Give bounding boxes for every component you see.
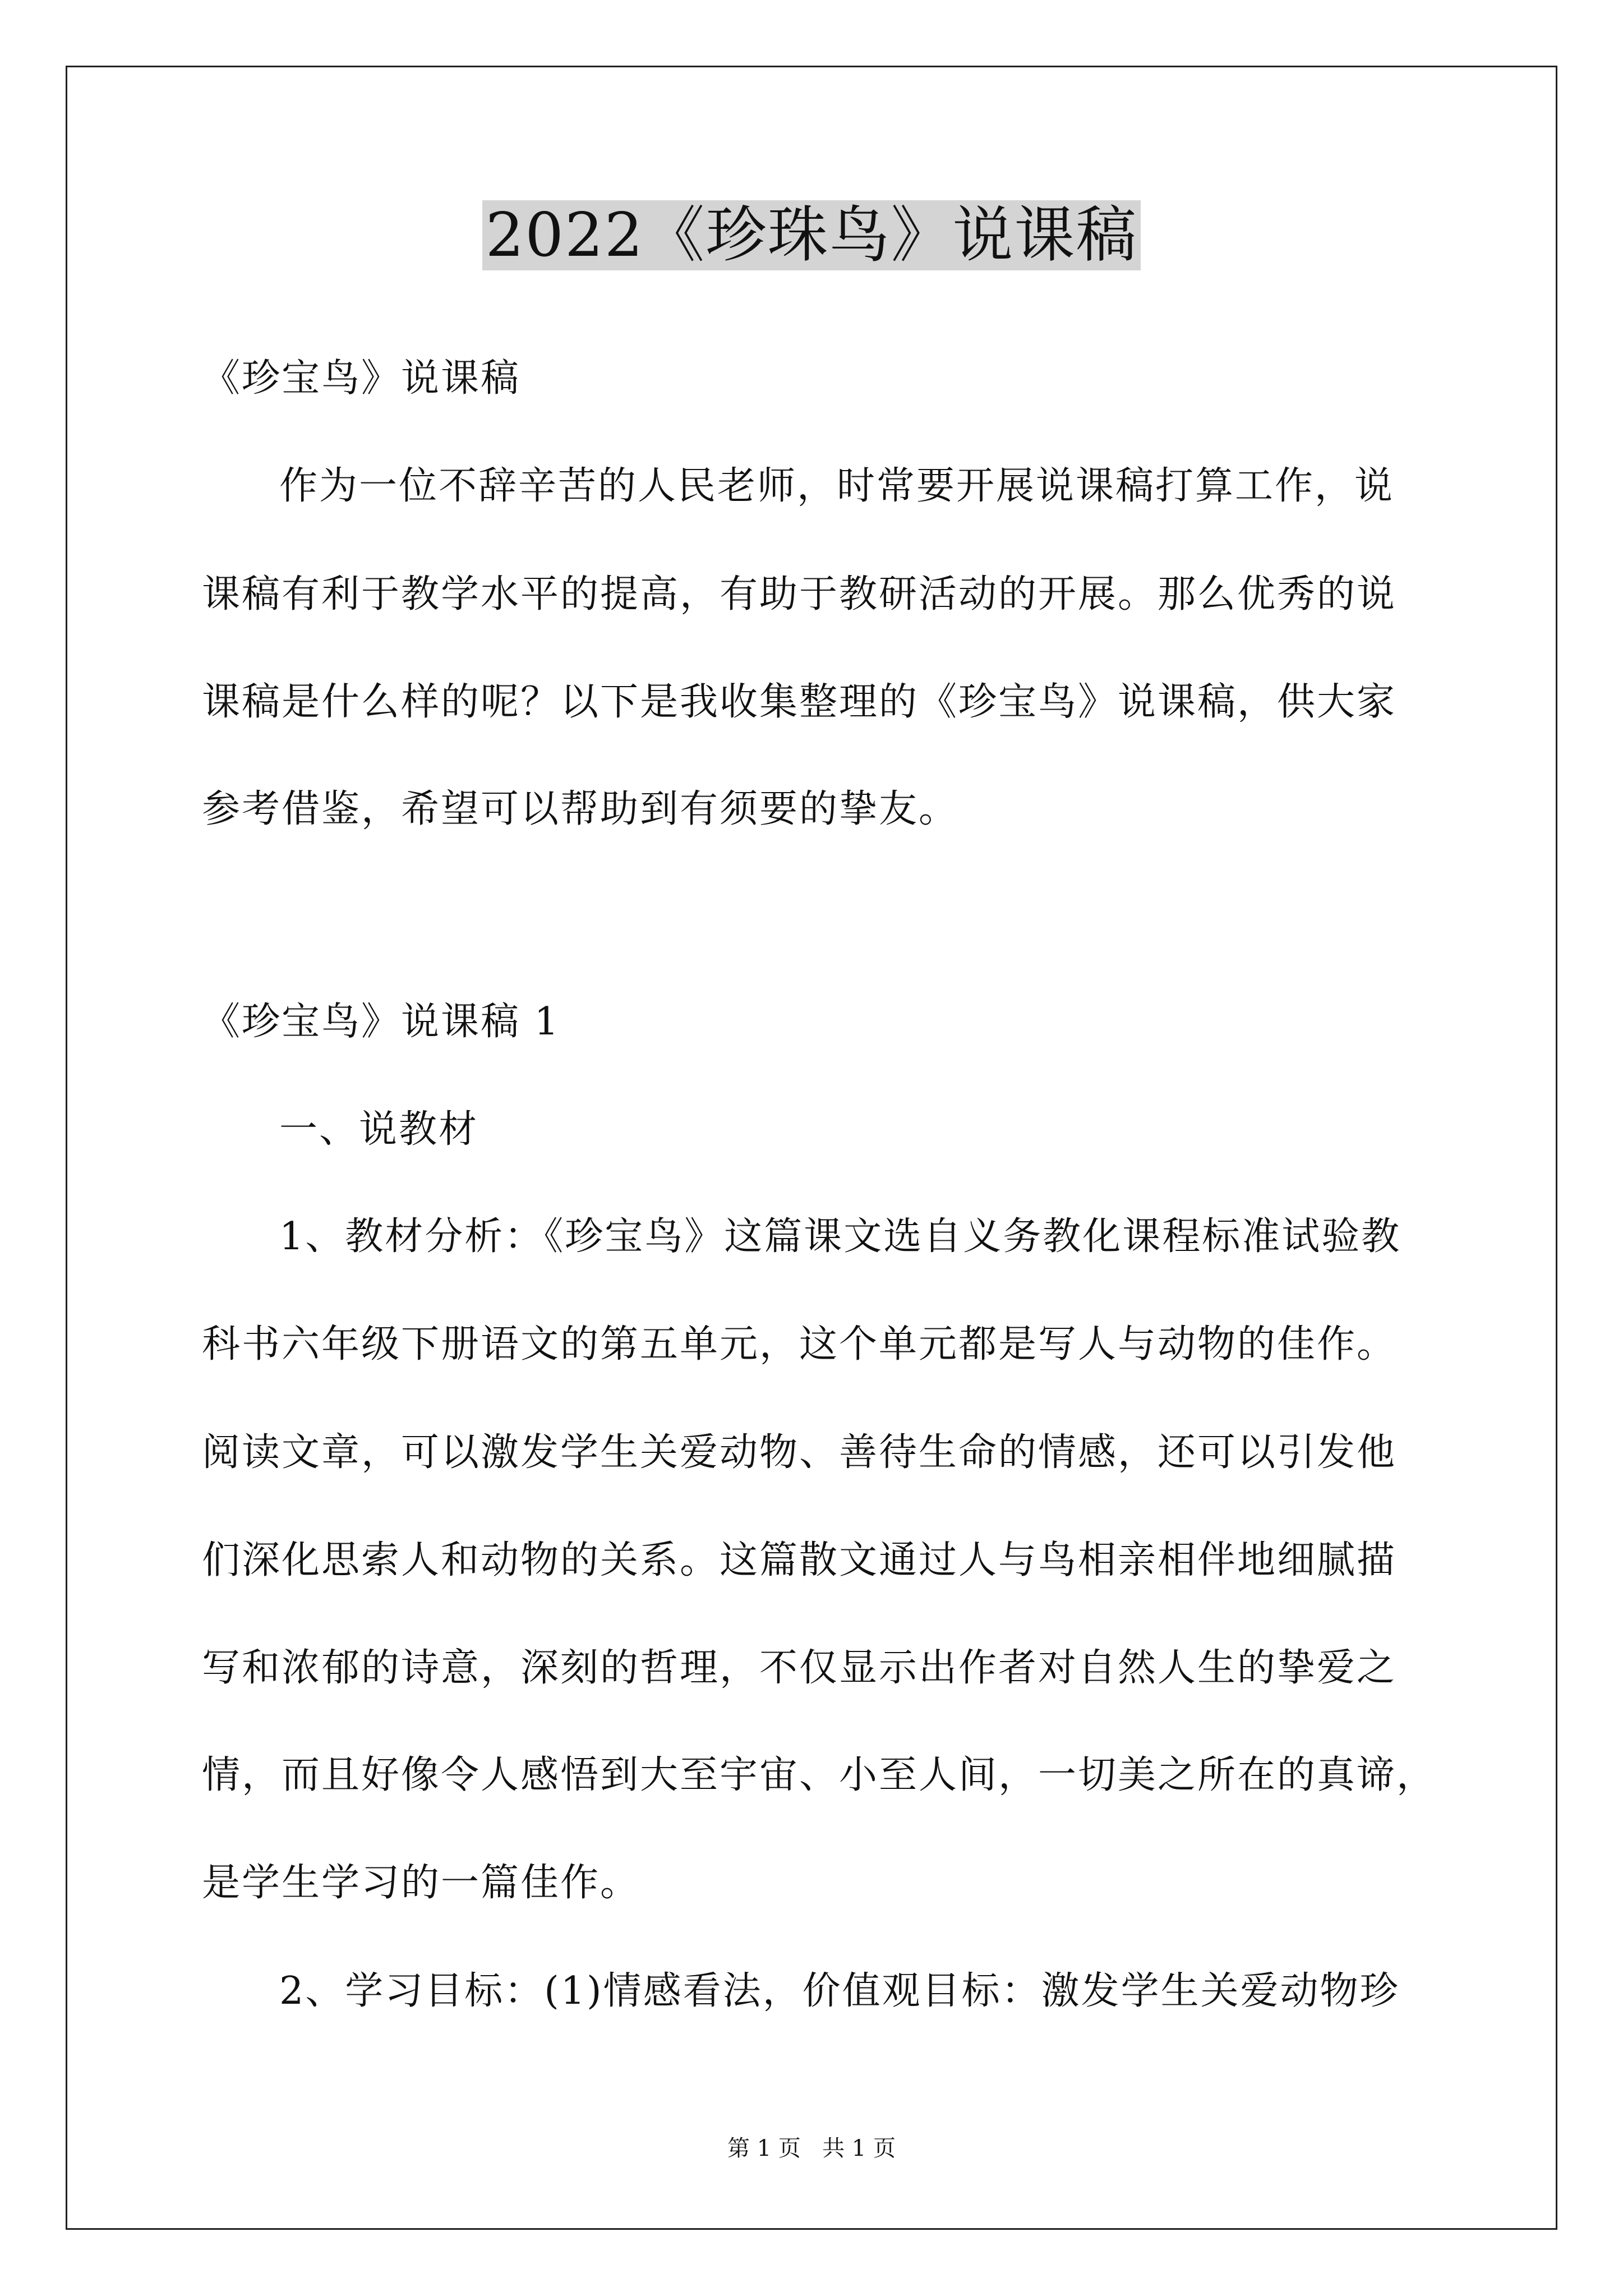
body-line-6: 情，而且好像令人感悟到大至宇宙、小至人间，一切美之所在的真谛， [202,1753,1437,1797]
body-line-7: 是学生学习的一篇佳作。 [202,1861,640,1905]
body-line-5: 写和浓郁的诗意，深刻的哲理，不仅显示出作者对自然人生的挚爱之 [202,1646,1397,1690]
intro-line-3: 课稿是什么样的呢？以下是我收集整理的《珍宝鸟》说课稿，供大家 [202,680,1397,724]
body-line-4: 们深化思索人和动物的关系。这篇散文通过人与鸟相亲相伴地细腻描 [202,1538,1397,1582]
document-title-text: 2022《珍珠鸟》说课稿 [482,200,1141,270]
body-line-1: 1、教材分析：《珍宝鸟》这篇课文选自义务教化课程标准试验教 [279,1214,1401,1259]
intro-line-4: 参考借鉴，希望可以帮助到有须要的挚友。 [202,787,959,831]
section-heading: 《珍宝鸟》说课稿 1 [202,1000,560,1044]
page-footer: 第 1 页 共 1 页 [727,2136,896,2161]
goal-line: 2、学习目标：(1)情感看法，价值观目标：激发学生关爱动物珍 [279,1969,1400,2013]
document-title [0,196,1623,275]
body-line-3: 阅读文章，可以激发学生关爱动物、善待生命的情感，还可以引发他 [202,1430,1397,1475]
intro-line-1: 作为一位不辞辛苦的人民老师，时常要开展说课稿打算工作，说 [279,464,1395,508]
body-line-2: 科书六年级下册语文的第五单元，这个单元都是写人与动物的佳作。 [202,1322,1397,1366]
part-heading: 一、说教材 [279,1107,479,1152]
intro-line-2: 课稿有利于教学水平的提高，有助于教研活动的开展。那么优秀的说 [202,572,1397,616]
subtitle: 《珍宝鸟》说课稿 [202,356,521,401]
